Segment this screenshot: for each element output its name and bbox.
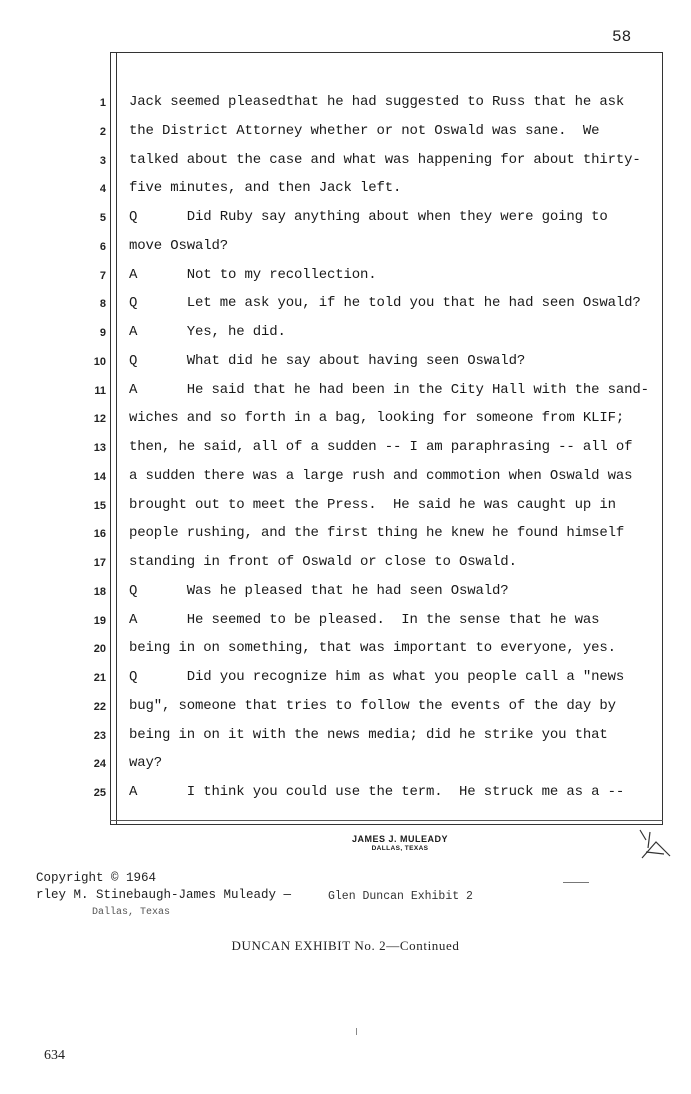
transcript-line: A He seemed to be pleased. In the sense that he was <box>129 611 600 628</box>
copyright-line-1: Copyright © 1964 <box>36 871 157 885</box>
transcript-line: brought out to meet the Press. He said he was caught up in <box>129 496 616 513</box>
transcript-line: being in on it with the news media; did he strike you that <box>129 726 608 743</box>
transcript-line: way? <box>129 755 163 772</box>
transcript-line: A He said that he had been in the City Hall with the sand- <box>129 381 649 398</box>
line-number: 7 <box>99 269 106 282</box>
page-number: 58 <box>612 28 632 46</box>
transcript-line: A Yes, he did. <box>129 324 286 340</box>
line-number: 8 <box>99 298 106 311</box>
transcript-line: standing in front of Oswald or close to Oswald. <box>129 554 517 570</box>
line-number: 16 <box>93 528 106 541</box>
reporter-city: DALLAS, TEXAS <box>371 845 429 852</box>
transcript-line: talked about the case and what was happening for about thirty- <box>129 151 641 168</box>
line-number: 23 <box>93 729 106 742</box>
transcript-line: Q Did you recognize him as what you people call a "news <box>129 669 625 685</box>
reporter-stamp <box>300 834 500 852</box>
frame-bottom-rule <box>110 820 663 821</box>
transcript-line: Q Let me ask you, if he told you that he had seen Oswald? <box>129 295 641 312</box>
line-number: 20 <box>93 643 106 656</box>
frame-inner-rule <box>116 52 117 825</box>
line-number: 12 <box>93 413 106 426</box>
dash-rule <box>563 882 589 883</box>
reporter-name: JAMES J. MULEADY <box>351 834 448 844</box>
line-number: 19 <box>93 614 106 627</box>
transcript-line: people rushing, and the first thing he knew he found himself <box>129 525 625 542</box>
line-number: 15 <box>93 499 106 512</box>
copyright-line-3: Dallas, Texas <box>92 907 171 918</box>
line-number: 9 <box>99 327 106 339</box>
transcript-line: bug", someone that tries to follow the events of the day by <box>129 697 616 714</box>
line-number: 25 <box>93 787 106 799</box>
exhibit-label: Glen Duncan Exhibit 2 <box>328 890 473 903</box>
transcript-line: A I think you could use the term. He struck me as a -- <box>129 784 625 800</box>
transcript-line: being in on something, that was important to everyone, yes. <box>129 640 616 657</box>
line-number: 14 <box>93 470 106 483</box>
line-number: 6 <box>99 240 106 253</box>
transcript-line: Q Did Ruby say anything about when they were going to <box>129 209 608 225</box>
line-number: 17 <box>93 557 106 569</box>
line-number: 10 <box>93 355 106 368</box>
line-number: 13 <box>93 442 106 454</box>
line-number: 22 <box>93 700 106 713</box>
handwritten-mark-icon <box>636 828 676 864</box>
copyright-line-2: rley M. Stinebaugh-James Muleady — <box>36 888 292 902</box>
transcript-line: wiches and so forth in a bag, looking for someone from KLIF; <box>129 410 625 427</box>
transcript-line: then, he said, all of a sudden -- I am paraphrasing -- all of <box>129 439 633 455</box>
line-number: 24 <box>93 758 106 771</box>
line-number: 1 <box>99 97 106 109</box>
small-tick <box>356 1028 357 1035</box>
line-number: 4 <box>99 183 106 196</box>
transcript-line: Q Was he pleased that he had seen Oswald? <box>129 582 509 599</box>
transcript-line: move Oswald? <box>129 237 229 254</box>
line-number: 2 <box>99 125 106 138</box>
line-number: 11 <box>94 384 106 397</box>
copyright-notice <box>36 870 291 921</box>
book-page-number: 634 <box>44 1048 65 1063</box>
line-number: 5 <box>99 212 106 224</box>
transcript-line: the District Attorney whether or not Oswald was sane. We <box>129 122 600 139</box>
transcript-line: five minutes, and then Jack left. <box>129 180 402 197</box>
transcript-line: A Not to my recollection. <box>129 266 377 283</box>
line-number: 18 <box>93 585 106 598</box>
transcript-line: Jack seemed pleasedthat he had suggested to Russ that he ask <box>129 94 625 110</box>
line-number: 3 <box>99 154 106 167</box>
transcript-line: Q What did he say about having seen Oswald? <box>129 352 526 369</box>
transcript-line: a sudden there was a large rush and commotion when Oswald was <box>129 467 633 484</box>
exhibit-caption: DUNCAN EXHIBIT No. 2—Continued <box>231 938 460 953</box>
line-number: 21 <box>93 672 106 684</box>
